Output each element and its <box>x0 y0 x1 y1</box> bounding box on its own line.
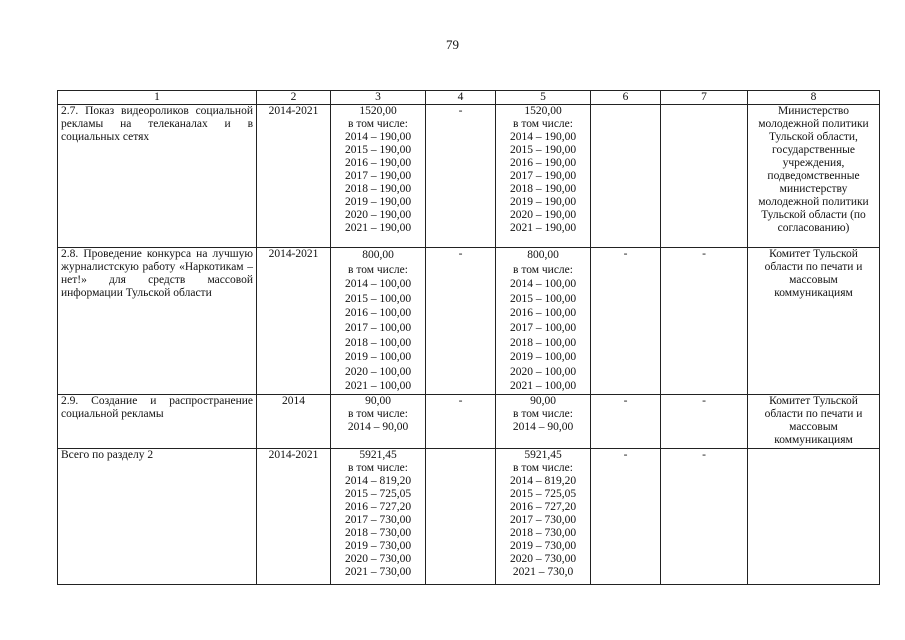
activity-name-cell: 2.9. Создание и распространение социальной рекламы <box>58 394 257 448</box>
regional-budget-cell-line: 2016 – 727,20 <box>509 500 577 513</box>
regional-budget-cell-line: 2017 – 100,00 <box>509 321 577 334</box>
regional-budget-cell-line: в том числе: <box>513 461 573 474</box>
total-funding-cell-line: 2020 – 730,00 <box>344 552 412 565</box>
regional-budget-cell-line: 2017 – 730,00 <box>509 513 577 526</box>
column-6-cell <box>591 105 661 248</box>
header-cell-6: 6 <box>591 91 661 105</box>
table-row <box>58 394 880 448</box>
regional-budget-cell-line: в том числе: <box>513 263 573 276</box>
total-funding-cell-line: 2014 – 100,00 <box>344 278 412 291</box>
regional-budget-cell-line: 2019 – 190,00 <box>509 196 577 208</box>
page-number: 79 <box>446 37 459 52</box>
total-funding-cell-line: 2017 – 730,00 <box>344 513 412 526</box>
column-6-cell: - <box>591 248 661 395</box>
total-funding-cell-line: 90,00 <box>365 394 391 407</box>
total-funding-cell-line: 2021 – 190,00 <box>344 222 412 234</box>
regional-budget-cell-line: 2016 – 190,00 <box>509 157 577 169</box>
total-funding-cell-line: 2021 – 100,00 <box>344 380 412 393</box>
total-funding-cell-line: 2014 – 819,20 <box>344 474 412 487</box>
total-funding-cell <box>331 248 426 395</box>
period-cell: 2014-2021 <box>257 105 331 248</box>
total-funding-cell-line: 2019 – 730,00 <box>344 539 412 552</box>
total-funding-cell-line: 2015 – 100,00 <box>344 292 412 305</box>
regional-budget-cell <box>496 448 591 584</box>
regional-budget-cell-line: 2020 – 190,00 <box>509 209 577 221</box>
regional-budget-cell-line: 2018 – 730,00 <box>509 526 577 539</box>
period-cell: 2014-2021 <box>257 248 331 395</box>
responsible-executor-cell: Комитет Тульской области по печати и массовым коммуникациям <box>748 394 880 448</box>
column-6-cell: - <box>591 448 661 584</box>
total-funding-cell-line: 2016 – 727,20 <box>344 500 412 513</box>
total-funding-cell-line: в том числе: <box>348 263 408 276</box>
activity-name-cell: 2.8. Проведение конкурса на лучшую журналистскую работу «Наркотикам – нет!» для средств массовой информации Тульской области <box>58 248 257 395</box>
column-4-cell: - <box>426 105 496 248</box>
regional-budget-cell-line: 2015 – 190,00 <box>509 144 577 156</box>
total-funding-cell-line: 2019 – 190,00 <box>344 196 412 208</box>
total-funding-cell <box>331 448 426 584</box>
regional-budget-cell-line: в том числе: <box>513 407 573 420</box>
regional-budget-cell-line: 2021 – 190,00 <box>509 222 577 234</box>
total-funding-cell-line: 2015 – 725,05 <box>344 487 412 500</box>
header-cell-5: 5 <box>496 91 591 105</box>
table-row <box>58 105 880 248</box>
column-7-cell: - <box>661 448 748 584</box>
regional-budget-cell-line: 2018 – 100,00 <box>509 336 577 349</box>
regional-budget-cell <box>496 248 591 395</box>
regional-budget-cell-line: 2020 – 730,00 <box>509 552 577 565</box>
regional-budget-cell-line: 2014 – 100,00 <box>509 278 577 291</box>
total-funding-cell <box>331 105 426 248</box>
total-funding-cell <box>331 394 426 448</box>
total-funding-cell-line: 2014 – 190,00 <box>344 131 412 143</box>
column-6-cell: - <box>591 394 661 448</box>
column-7-cell: - <box>661 248 748 395</box>
column-7-cell <box>661 105 748 248</box>
total-funding-cell-line: 2018 – 730,00 <box>344 526 412 539</box>
regional-budget-cell-line: 2019 – 100,00 <box>509 351 577 364</box>
table-row <box>58 248 880 395</box>
header-row <box>58 91 880 105</box>
period-cell: 2014-2021 <box>257 448 331 584</box>
header-cell-7: 7 <box>661 91 748 105</box>
responsible-executor-cell: Комитет Тульской области по печати и массовым коммуникациям <box>748 248 880 395</box>
total-funding-cell-line: 2019 – 100,00 <box>344 351 412 364</box>
regional-budget-cell-line: 2014 – 819,20 <box>509 474 577 487</box>
regional-budget-cell-line: 2017 – 190,00 <box>509 170 577 182</box>
header-cell-1: 1 <box>58 91 257 105</box>
total-funding-cell-line: 2015 – 190,00 <box>344 144 412 156</box>
total-funding-cell-line: 2020 – 100,00 <box>344 365 412 378</box>
column-4-cell: - <box>426 394 496 448</box>
total-funding-cell-line: 5921,45 <box>359 448 397 461</box>
total-funding-cell-line: 2017 – 190,00 <box>344 170 412 182</box>
regional-budget-cell <box>496 105 591 248</box>
column-4-cell: - <box>426 248 496 395</box>
regional-budget-cell-line: 2015 – 100,00 <box>509 292 577 305</box>
regional-budget-cell-line: 2015 – 725,05 <box>509 487 577 500</box>
total-funding-cell-line: 2020 – 190,00 <box>344 209 412 221</box>
regional-budget-cell-line: 2014 – 190,00 <box>509 131 577 143</box>
regional-budget-cell-line: 2020 – 100,00 <box>509 365 577 378</box>
column-4-cell <box>426 448 496 584</box>
total-funding-cell-line: 1520,00 <box>359 105 397 117</box>
regional-budget-cell-line: 2018 – 190,00 <box>509 183 577 195</box>
program-activities-table <box>57 90 880 585</box>
total-funding-cell-line: в том числе: <box>348 461 408 474</box>
header-cell-4: 4 <box>426 91 496 105</box>
total-funding-cell-line: в том числе: <box>348 118 408 130</box>
activity-name-cell: Всего по разделу 2 <box>58 448 257 584</box>
regional-budget-cell-line: 90,00 <box>530 394 556 407</box>
total-funding-cell-line: 2021 – 730,00 <box>344 565 412 578</box>
regional-budget-cell-line: 2021 – 730,0 <box>512 565 574 578</box>
regional-budget-cell-line: 2014 – 90,00 <box>512 420 574 433</box>
header-cell-3: 3 <box>331 91 426 105</box>
total-funding-cell-line: 2014 – 90,00 <box>347 420 409 433</box>
column-7-cell: - <box>661 394 748 448</box>
total-funding-cell-line: 800,00 <box>362 249 394 261</box>
period-cell: 2014 <box>257 394 331 448</box>
regional-budget-cell-line: 2021 – 100,00 <box>509 380 577 393</box>
regional-budget-cell-line: 1520,00 <box>524 105 562 117</box>
regional-budget-cell-line: 2019 – 730,00 <box>509 539 577 552</box>
activity-name-cell: 2.7. Показ видеороликов социальной рекламы на телеканалах и в социальных сетях <box>58 105 257 248</box>
regional-budget-cell <box>496 394 591 448</box>
header-cell-8: 8 <box>748 91 880 105</box>
total-funding-cell-line: в том числе: <box>348 407 408 420</box>
regional-budget-cell-line: 2016 – 100,00 <box>509 307 577 320</box>
table-row <box>58 448 880 584</box>
header-cell-2: 2 <box>257 91 331 105</box>
total-funding-cell-line: 2016 – 100,00 <box>344 307 412 320</box>
total-funding-cell-line: 2016 – 190,00 <box>344 157 412 169</box>
total-funding-cell-line: 2017 – 100,00 <box>344 321 412 334</box>
total-funding-cell-line: 2018 – 190,00 <box>344 183 412 195</box>
regional-budget-cell-line: 5921,45 <box>524 448 562 461</box>
responsible-executor-cell <box>748 448 880 584</box>
regional-budget-cell-line: в том числе: <box>513 118 573 130</box>
total-funding-cell-line: 2018 – 100,00 <box>344 336 412 349</box>
regional-budget-cell-line: 800,00 <box>527 249 559 261</box>
responsible-executor-cell: Министерство молодежной политики Тульской области, государственные учреждения, подведомственные министерству молодежной политики Тульской области (по согласованию) <box>748 105 880 248</box>
